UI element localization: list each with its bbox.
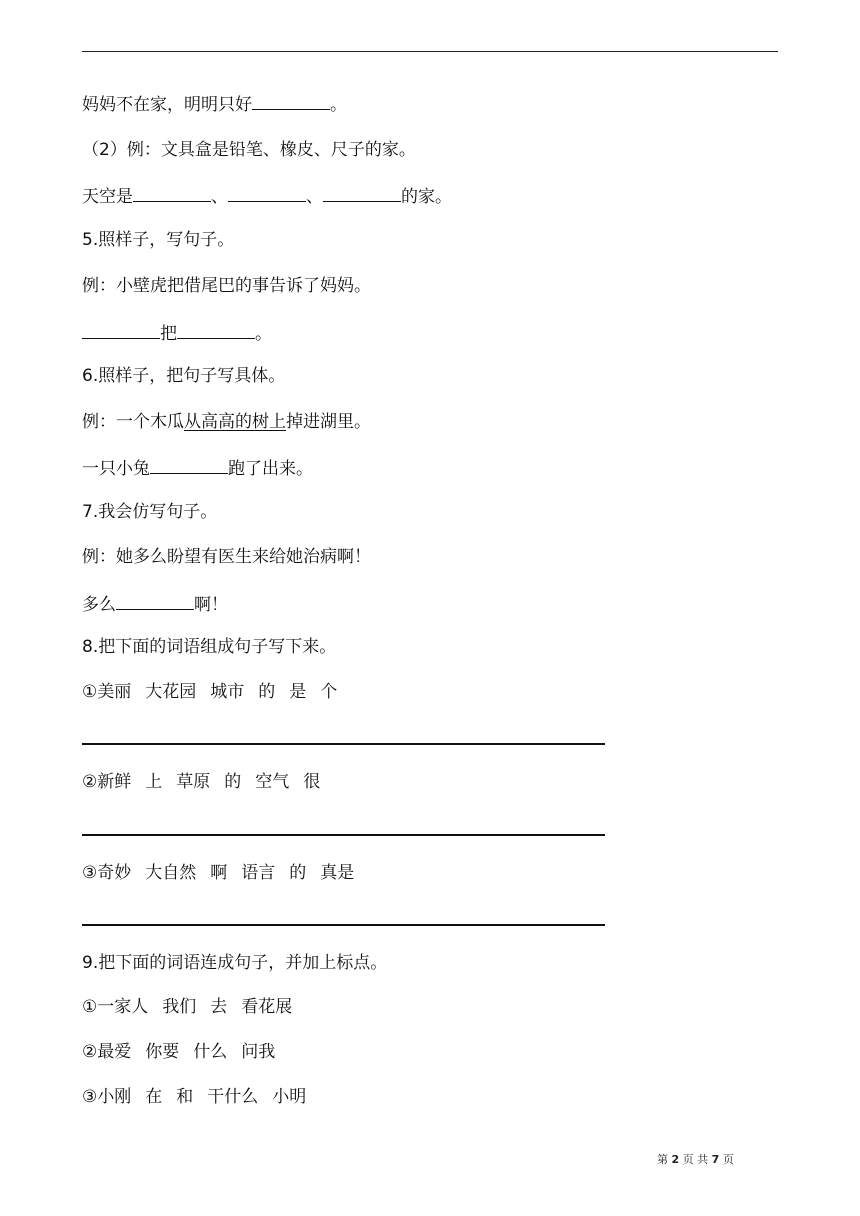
word: 在 [145, 1087, 163, 1107]
footer-text: 共 [697, 1153, 709, 1166]
word: 是 [289, 682, 307, 702]
word: 真是 [320, 863, 355, 883]
q4-line2 [82, 183, 452, 209]
q8-title: 8.把下面的词语组成句子写下来。 [82, 637, 337, 657]
q8-item-1 [82, 680, 351, 704]
q7-fill-post: 啊！ [194, 595, 228, 615]
answer-line[interactable] [82, 743, 605, 745]
q5-fill-mid: 把 [160, 324, 177, 344]
q8-item-2 [82, 770, 334, 794]
q4-line1 [82, 91, 347, 117]
q9-item-2 [82, 1040, 289, 1064]
word: 新鲜 [97, 772, 132, 792]
q6-fill-pre: 一只小兔 [82, 459, 150, 479]
word: 什么 [193, 1042, 228, 1062]
item-marker: ③ [82, 863, 98, 883]
word: 我们 [162, 997, 197, 1017]
q5-fill-end: 。 [255, 324, 272, 344]
answer-line[interactable] [82, 834, 605, 836]
word: 问我 [241, 1042, 276, 1062]
q9-title: 9.把下面的词语连成句子，并加上标点。 [82, 953, 388, 973]
q9-item-1 [82, 995, 306, 1019]
q5-fill [82, 320, 272, 346]
q5-title: 5.照样子，写句子。 [82, 230, 235, 250]
page-number: 2 [671, 1153, 680, 1166]
q4-line2-text: 天空是 [82, 187, 133, 207]
q7-example: 例：她多么盼望有医生来给她治病啊！ [82, 547, 371, 567]
word: 奇妙 [97, 863, 132, 883]
word: 去 [210, 997, 228, 1017]
header-rule [82, 51, 778, 52]
word: 小刚 [97, 1087, 132, 1107]
q4-example: （2）例：文具盒是铅笔、橡皮、尺子的家。 [82, 140, 416, 160]
word: 看花展 [241, 997, 293, 1017]
q6-example-pre: 例：一个木瓜 [82, 412, 184, 432]
word: 很 [303, 772, 321, 792]
separator: 、 [306, 187, 323, 207]
separator: 、 [211, 187, 228, 207]
answer-blank[interactable] [228, 183, 306, 202]
footer-text: 页 [682, 1153, 694, 1166]
word: 个 [320, 682, 338, 702]
item-marker: ① [82, 997, 98, 1017]
q6-fill-post: 跑了出来。 [228, 459, 313, 479]
word: 大自然 [145, 863, 197, 883]
q6-title: 6.照样子，把句子写具体。 [82, 366, 286, 386]
page-footer [657, 1151, 734, 1167]
word: 和 [176, 1087, 194, 1107]
word: 你要 [145, 1042, 180, 1062]
q4-line1-end: 。 [330, 95, 347, 115]
word: 一家人 [97, 997, 149, 1017]
word: 大花园 [145, 682, 197, 702]
item-marker: ③ [82, 1087, 98, 1107]
answer-blank[interactable] [252, 91, 330, 110]
q6-fill [82, 455, 313, 481]
footer-text: 页 [722, 1153, 734, 1166]
footer-text: 第 [657, 1153, 668, 1166]
word: 的 [258, 682, 276, 702]
answer-blank[interactable] [116, 591, 194, 610]
word: 啊 [210, 863, 228, 883]
item-marker: ① [82, 682, 98, 702]
word: 干什么 [207, 1087, 259, 1107]
word: 美丽 [97, 682, 132, 702]
word: 的 [224, 772, 242, 792]
q9-item-3 [82, 1085, 320, 1109]
q8-item-3 [82, 861, 368, 885]
word: 草原 [176, 772, 211, 792]
q7-fill-pre: 多么 [82, 595, 116, 615]
answer-blank[interactable] [82, 320, 160, 339]
word: 语言 [241, 863, 276, 883]
item-marker: ② [82, 1042, 98, 1062]
q7-fill [82, 591, 228, 617]
word: 上 [145, 772, 163, 792]
item-marker: ② [82, 772, 98, 792]
answer-blank[interactable] [177, 320, 255, 339]
word: 最爱 [97, 1042, 132, 1062]
word: 小明 [272, 1087, 307, 1107]
q6-example-underlined: 从高高的树上 [184, 412, 286, 432]
q4-line2-end: 的家。 [401, 187, 452, 207]
answer-line[interactable] [82, 924, 605, 926]
word: 空气 [255, 772, 290, 792]
q5-example: 例：小壁虎把借尾巴的事告诉了妈妈。 [82, 276, 371, 296]
word: 的 [289, 863, 307, 883]
q6-example-post: 掉进湖里。 [286, 412, 371, 432]
q6-example [82, 410, 371, 434]
total-pages: 7 [711, 1153, 720, 1166]
answer-blank[interactable] [133, 183, 211, 202]
q4-line1-text: 妈妈不在家，明明只好 [82, 95, 252, 115]
answer-blank[interactable] [323, 183, 401, 202]
answer-blank[interactable] [150, 455, 228, 474]
q7-title: 7.我会仿写句子。 [82, 502, 218, 522]
word: 城市 [210, 682, 245, 702]
